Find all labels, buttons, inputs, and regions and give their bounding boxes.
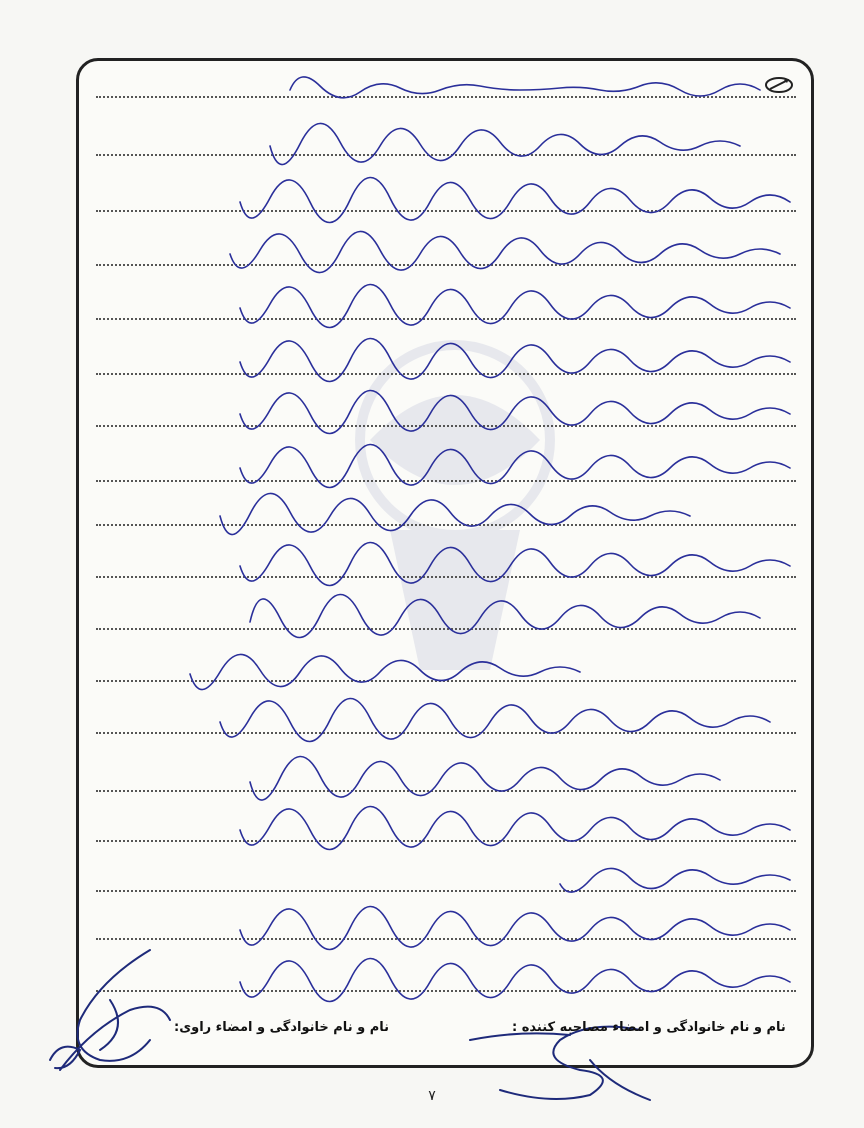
- page-number: ۷: [428, 1088, 436, 1104]
- narrator-label: نام و نام خانوادگی و امضاء راوی:: [174, 1020, 389, 1035]
- narrator-signature: [40, 940, 190, 1080]
- interviewer-label: نام و نام خانوادگی و امضاء مصاحبه کننده :: [512, 1020, 786, 1035]
